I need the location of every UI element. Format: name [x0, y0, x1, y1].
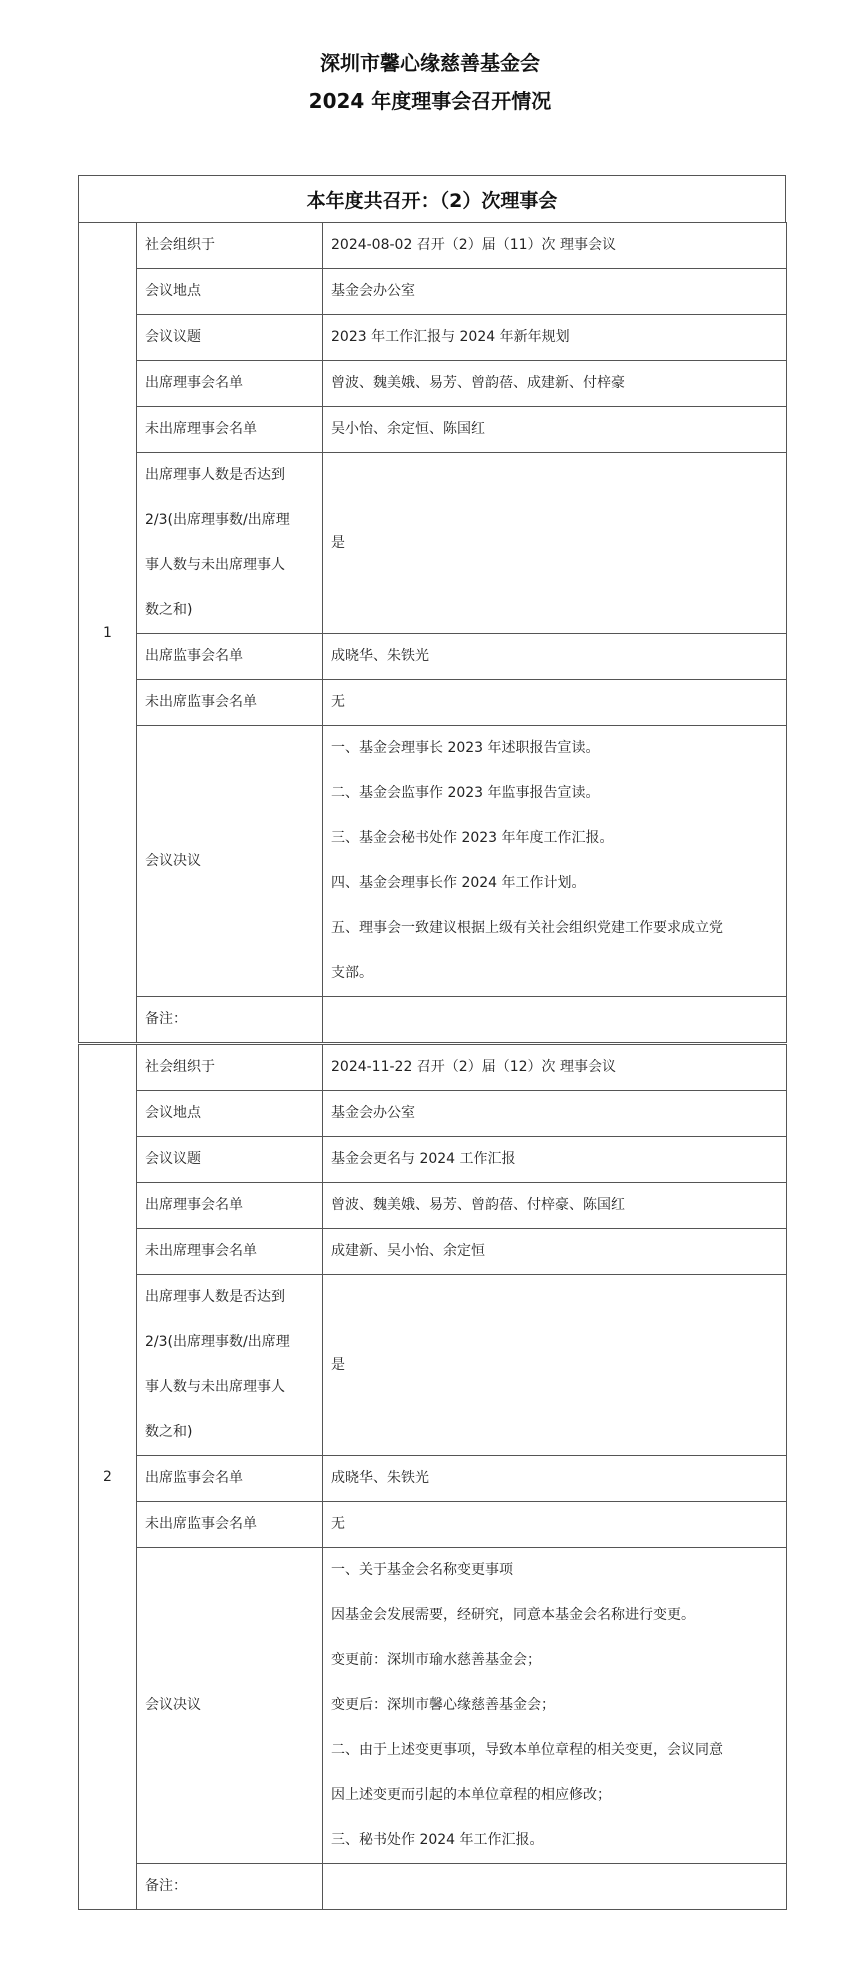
field-label [137, 315, 323, 361]
field-value-line: 2024-11-22 召开（2）届（12）次 理事会议 [331, 1059, 616, 1075]
field-label [137, 1137, 323, 1183]
field-label-line: 出席监事会名单 [145, 1470, 243, 1486]
meeting-table-1 [78, 222, 787, 1043]
field-value [323, 1548, 787, 1864]
field-label-line: 备注： [145, 1011, 187, 1027]
field-value-line: 曾波、魏美娥、易芳、曾韵蓓、成建新、付梓豪 [331, 375, 625, 391]
field-value-line: 三、秘书处作 2024 年工作汇报。 [331, 1832, 544, 1848]
field-label-line: 未出席监事会名单 [145, 694, 257, 710]
field-value-line: 四、基金会理事长作 2024 年工作计划。 [331, 875, 586, 891]
field-label [137, 1548, 323, 1864]
field-value [323, 1456, 787, 1502]
table-row [79, 680, 787, 726]
field-label-line: 事人数与未出席理事人 [145, 557, 285, 573]
field-label-line: 社会组织于 [145, 1059, 215, 1075]
field-label [137, 223, 323, 269]
field-value-line: 因基金会发展需要，经研究，同意本基金会名称进行变更。 [331, 1607, 695, 1623]
table-row [79, 726, 787, 997]
field-label [137, 407, 323, 453]
field-value-line: 支部。 [331, 965, 373, 981]
field-value [323, 223, 787, 269]
field-value-line: 变更后：深圳市馨心缘慈善基金会； [331, 1697, 555, 1713]
meeting-count-summary: 本年度共召开：（2）次理事会 [78, 175, 786, 223]
organization-title: 深圳市馨心缘慈善基金会 [320, 51, 540, 75]
field-value-line: 三、基金会秘书处作 2023 年年度工作汇报。 [331, 830, 614, 846]
field-label-line: 会议地点 [145, 283, 201, 299]
field-value [323, 407, 787, 453]
table-row [79, 407, 787, 453]
field-label [137, 453, 323, 634]
field-label-line: 会议议题 [145, 1151, 201, 1167]
field-label-line: 数之和) [145, 602, 193, 618]
table-row [79, 361, 787, 407]
field-label-line: 未出席理事会名单 [145, 1243, 257, 1259]
field-value-line: 基金会办公室 [331, 283, 415, 299]
field-label-line: 事人数与未出席理事人 [145, 1379, 285, 1395]
field-value-line: 吴小怡、余定恒、陈国红 [331, 421, 485, 437]
field-label [137, 361, 323, 407]
field-label [137, 1864, 323, 1910]
field-value-line: 五、理事会一致建议根据上级有关社会组织党建工作要求成立党 [331, 920, 723, 936]
field-value-line: 二、由于上述变更事项，导致本单位章程的相关变更，会议同意 [331, 1742, 723, 1758]
field-label [137, 1183, 323, 1229]
field-value-line: 无 [331, 1516, 345, 1532]
field-label [137, 269, 323, 315]
field-label [137, 1091, 323, 1137]
field-value-line: 成晓华、朱铁光 [331, 1470, 429, 1486]
field-label [137, 726, 323, 997]
field-label-line: 出席监事会名单 [145, 648, 243, 664]
field-value-line: 基金会办公室 [331, 1105, 415, 1121]
field-value [323, 680, 787, 726]
field-label-line: 出席理事会名单 [145, 375, 243, 391]
field-label-line: 2/3(出席理事数/出席理 [145, 512, 290, 528]
field-value-line: 成建新、吴小怡、余定恒 [331, 1243, 485, 1259]
field-value [323, 1091, 787, 1137]
field-value [323, 315, 787, 361]
field-value-line: 成晓华、朱铁光 [331, 648, 429, 664]
field-value-line: 二、基金会监事作 2023 年监事报告宣读。 [331, 785, 600, 801]
document-header [0, 44, 860, 120]
field-label-line: 备注： [145, 1878, 187, 1894]
table-row [79, 453, 787, 634]
meeting-number: 1 [79, 223, 137, 1043]
table-row [79, 1229, 787, 1275]
table-row [79, 1091, 787, 1137]
table-row [79, 1502, 787, 1548]
field-label-line: 社会组织于 [145, 237, 215, 253]
table-row [79, 997, 787, 1043]
field-value [323, 634, 787, 680]
field-value-line: 因上述变更而引起的本单位章程的相应修改； [331, 1787, 611, 1803]
table-row [79, 1045, 787, 1091]
field-label-line: 2/3(出席理事数/出席理 [145, 1334, 290, 1350]
field-label [137, 634, 323, 680]
field-value [323, 1045, 787, 1091]
field-label [137, 1045, 323, 1091]
field-label-line: 出席理事人数是否达到 [145, 1289, 285, 1305]
field-value-line: 是 [331, 1356, 345, 1373]
table-row [79, 1137, 787, 1183]
field-label-line: 数之和) [145, 1424, 193, 1440]
field-value-line: 变更前：深圳市瑜水慈善基金会； [331, 1652, 541, 1668]
field-label-line: 出席理事人数是否达到 [145, 467, 285, 483]
meeting-rows [79, 223, 787, 1043]
meeting-number: 2 [79, 1045, 137, 1910]
field-value [323, 1275, 787, 1456]
field-value-line: 基金会更名与 2024 工作汇报 [331, 1151, 516, 1167]
field-value [323, 453, 787, 634]
field-value [323, 726, 787, 997]
field-label-line: 会议议题 [145, 329, 201, 345]
field-value-line: 是 [331, 534, 345, 551]
field-label-line: 出席理事会名单 [145, 1197, 243, 1213]
field-label-line: 会议决议 [145, 1697, 201, 1713]
table-row [79, 223, 787, 269]
field-value [323, 269, 787, 315]
meeting-table-2 [78, 1044, 787, 1910]
field-label-line: 未出席监事会名单 [145, 1516, 257, 1532]
field-value [323, 1137, 787, 1183]
field-value [323, 1229, 787, 1275]
report-title: 2024 年度理事会召开情况 [308, 89, 552, 113]
meeting-rows [79, 1045, 787, 1910]
field-value [323, 997, 787, 1043]
table-row [79, 1183, 787, 1229]
field-value-line: 2023 年工作汇报与 2024 年新年规划 [331, 329, 570, 345]
field-label-line: 未出席理事会名单 [145, 421, 257, 437]
field-value [323, 1864, 787, 1910]
field-value-line: 无 [331, 694, 345, 710]
field-value [323, 361, 787, 407]
field-value-line: 一、关于基金会名称变更事项 [331, 1562, 513, 1578]
field-label [137, 997, 323, 1043]
table-row [79, 1548, 787, 1864]
table-row [79, 1456, 787, 1502]
table-row [79, 315, 787, 361]
field-value [323, 1183, 787, 1229]
field-label-line: 会议地点 [145, 1105, 201, 1121]
field-value-line: 曾波、魏美娥、易芳、曾韵蓓、付梓豪、陈国红 [331, 1197, 625, 1213]
field-label [137, 1502, 323, 1548]
field-value-line: 一、基金会理事长 2023 年述职报告宣读。 [331, 740, 600, 756]
table-row [79, 269, 787, 315]
field-label [137, 680, 323, 726]
table-row [79, 1864, 787, 1910]
table-row [79, 1275, 787, 1456]
field-label [137, 1275, 323, 1456]
field-value-line: 2024-08-02 召开（2）届（11）次 理事会议 [331, 237, 616, 253]
field-label [137, 1456, 323, 1502]
field-value [323, 1502, 787, 1548]
field-label-line: 会议决议 [145, 852, 201, 869]
table-row [79, 634, 787, 680]
field-label [137, 1229, 323, 1275]
